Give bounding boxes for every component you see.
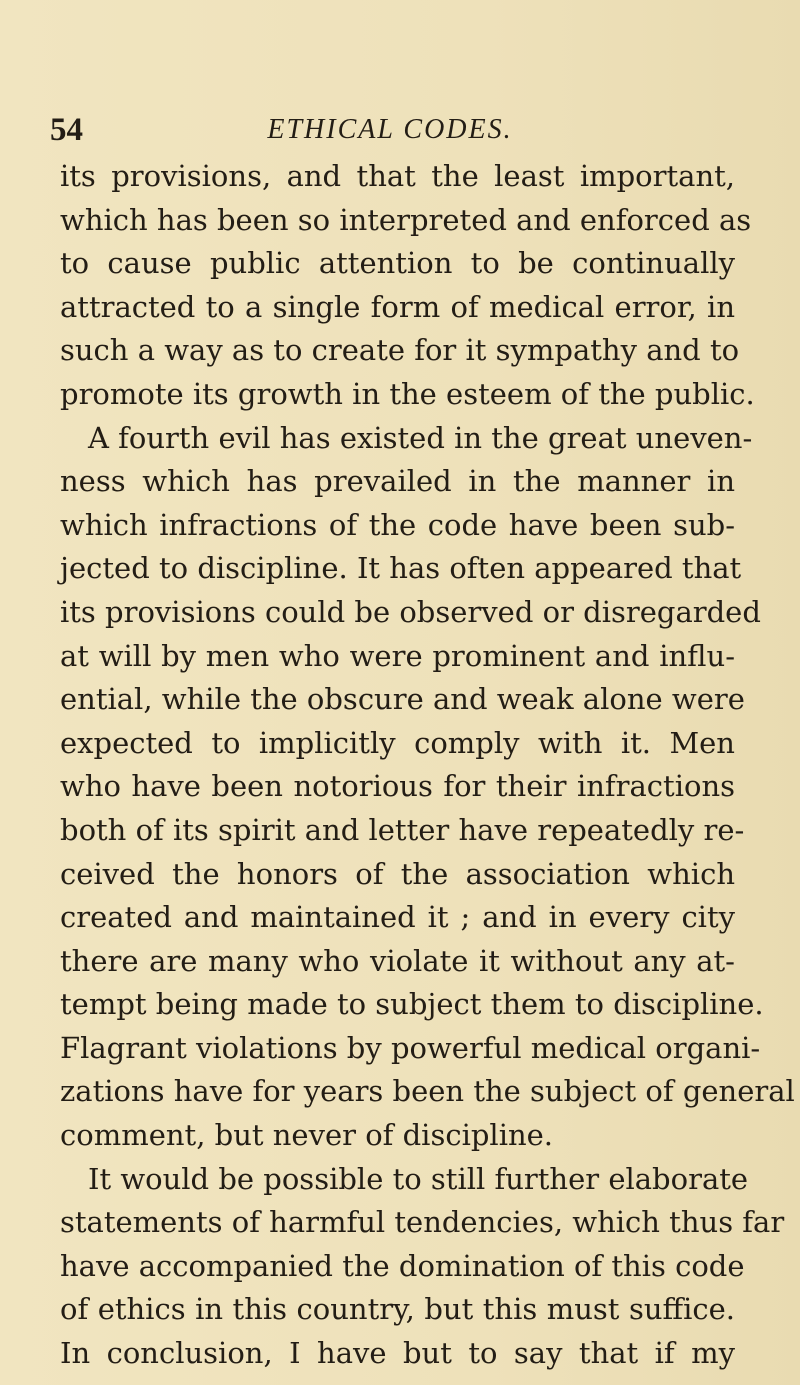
text-line: there are many who violate it without any at- [60,943,735,978]
text-line: ness which has prevailed in the manner in [60,464,735,499]
text-line: both of its spirit and letter have repeatedly re- [60,812,745,847]
text-line: such a way as to create for it sympathy and to [60,333,740,368]
text-line: attracted to a single form of medical error, in [60,289,735,324]
text-line: which has been so interpreted and enforced as [60,202,752,237]
page-header [50,112,730,146]
text-line: tempt being made to subject them to discipline. [60,987,764,1022]
text-line: zations have for years been the subject of general [60,1074,795,1109]
text-line: promote its growth in the esteem of the public. [60,376,755,411]
page-number: 54 [50,112,83,148]
text-line: who have been notorious for their infractions [60,769,735,804]
text-line: ential, while the obscure and weak alone were [60,682,745,717]
text-line: Flagrant violations by powerful medical organi- [60,1030,761,1065]
text-line: jected to discipline. It has often appeared that [60,551,742,586]
running-title: ETHICAL CODES. [267,114,513,145]
text-line: of ethics in this country, but this must suffice. [60,1292,735,1327]
body-text [60,155,795,1376]
text-line: created and maintained it ; and in every city [60,900,735,935]
text-line: A fourth evil has existed in the great uneven- [88,420,753,455]
text-line: In conclusion, I have but to say that if my [60,1336,735,1371]
text-line: its provisions, and that the least important, [60,159,735,193]
text-line: have accompanied the domination of this code [60,1248,745,1283]
text-line: It would be possible to still further elaborate [88,1161,749,1196]
text-line: to cause public attention to be continually [60,246,735,281]
text-line: statements of harmful tendencies, which thus far [60,1205,785,1240]
text-line: its provisions could be observed or disregarded [60,594,761,629]
text-line: comment, but never of discipline. [60,1118,554,1153]
text-line: expected to implicitly comply with it. Men [60,725,735,760]
text-line: ceived the honors of the association which [60,856,735,891]
text-line: at will by men who were prominent and influ- [60,638,735,673]
text-line: which infractions of the code have been sub- [60,507,735,542]
